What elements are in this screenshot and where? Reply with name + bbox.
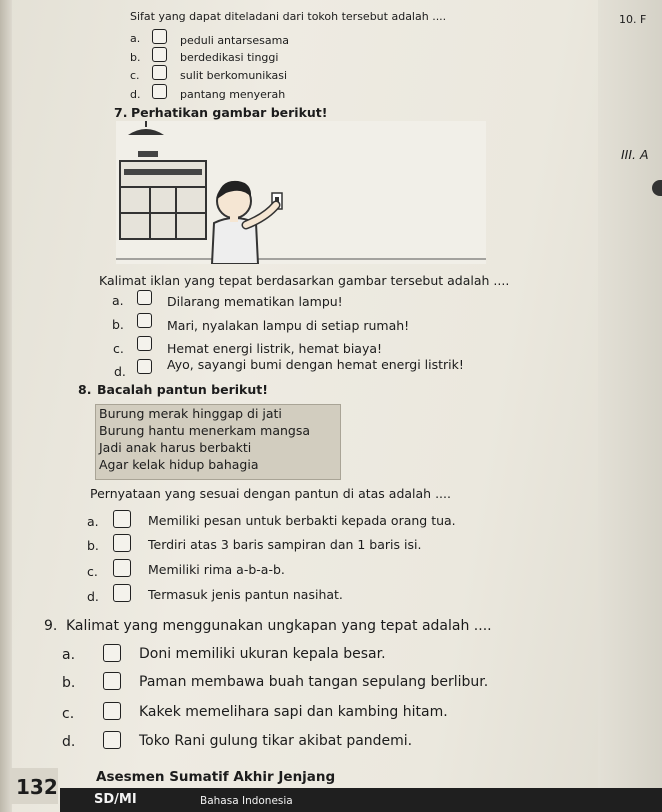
pantun-line-4: Agar kelak hidup bahagia [99, 457, 259, 472]
q7-option-d-letter: d. [114, 364, 126, 379]
section-marker-shape [652, 180, 662, 196]
q8-option-d-checkbox[interactable] [113, 584, 131, 602]
footer-bar [60, 788, 662, 812]
q7-illustration [116, 121, 486, 264]
footer-title: Asesmen Sumatif Akhir Jenjang [96, 769, 336, 785]
section-iii-partial: III. A [621, 147, 649, 162]
footer-subject: Bahasa Indonesia [200, 795, 293, 807]
page-number: 132 [16, 775, 58, 799]
q8-option-a-text: Memiliki pesan untuk berbakti kepada orang tua. [148, 513, 456, 528]
q7-number: 7. [114, 105, 128, 120]
q7-option-d-checkbox[interactable] [137, 359, 152, 374]
q8-option-d-letter: d. [87, 589, 99, 604]
q7-stem: Perhatikan gambar berikut! [131, 105, 328, 120]
q9-option-a-letter: a. [62, 647, 76, 663]
q7-option-d-text: Ayo, sayangi bumi dengan hemat energi listrik! [167, 357, 464, 372]
q9-number: 9. [44, 618, 58, 634]
q7-option-c-checkbox[interactable] [137, 336, 152, 351]
q8-question: Pernyataan yang sesuai dengan pantun di atas adalah .... [90, 486, 451, 501]
q6-option-b-letter: b. [130, 51, 141, 64]
q9-option-b-checkbox[interactable] [103, 672, 121, 690]
pantun-line-2: Burung hantu menerkam mangsa [99, 423, 311, 438]
q8-option-a-letter: a. [87, 514, 99, 529]
q9-option-d-text: Toko Rani gulung tikar akibat pandemi. [139, 733, 413, 749]
q7-option-a-checkbox[interactable] [137, 290, 152, 305]
q8-option-c-checkbox[interactable] [113, 559, 131, 577]
boy-switching-light-illustration [116, 121, 486, 264]
q7-option-a-text: Dilarang mematikan lampu! [167, 294, 343, 309]
q9-option-a-text: Doni memiliki ukuran kepala besar. [139, 646, 386, 662]
q9-option-a-checkbox[interactable] [103, 644, 121, 662]
q8-option-d-text: Termasuk jenis pantun nasihat. [148, 587, 343, 602]
q9-option-d-letter: d. [62, 734, 76, 750]
q8-number: 8. [78, 382, 92, 397]
q7-question: Kalimat iklan yang tepat berdasarkan gambar tersebut adalah .... [99, 273, 510, 288]
q9-option-d-checkbox[interactable] [103, 731, 121, 749]
book-spine-shadow [0, 0, 12, 812]
q8-stem: Bacalah pantun berikut! [97, 382, 268, 397]
q6-option-d-text: pantang menyerah [180, 88, 286, 101]
q9-option-c-checkbox[interactable] [103, 702, 121, 720]
q7-option-c-text: Hemat energi listrik, hemat biaya! [167, 341, 383, 356]
q6-option-b-checkbox[interactable] [152, 47, 167, 62]
pantun-line-3: Jadi anak harus berbakti [99, 440, 252, 455]
q10-partial: 10. F [619, 13, 647, 26]
q8-option-c-text: Memiliki rima a-b-a-b. [148, 562, 285, 577]
q6-option-b-text: berdedikasi tinggi [180, 51, 279, 64]
pantun-box [95, 404, 341, 480]
next-column-edge [598, 0, 662, 812]
q6-stem: Sifat yang dapat diteladani dari tokoh tersebut adalah .... [130, 10, 447, 23]
q8-option-c-letter: c. [87, 564, 98, 579]
q9-option-b-letter: b. [62, 675, 76, 691]
q6-option-c-text: sulit berkomunikasi [180, 69, 288, 82]
q6-option-a-letter: a. [130, 32, 141, 45]
q8-option-b-text: Terdiri atas 3 baris sampiran dan 1 baris isi. [148, 537, 422, 552]
q7-option-b-checkbox[interactable] [137, 313, 152, 328]
q6-option-a-text: peduli antarsesama [180, 34, 290, 47]
q7-option-b-letter: b. [112, 317, 124, 332]
q6-option-c-checkbox[interactable] [152, 65, 167, 80]
q6-option-a-checkbox[interactable] [152, 29, 167, 44]
footer-level: SD/MI [94, 792, 137, 807]
q9-option-b-text: Paman membawa buah tangan sepulang berlibur. [139, 674, 489, 690]
q9-option-c-letter: c. [62, 706, 75, 722]
q6-option-c-letter: c. [130, 69, 140, 82]
q9-stem: Kalimat yang menggunakan ungkapan yang tepat adalah .... [66, 618, 492, 634]
q7-option-c-letter: c. [113, 341, 124, 356]
q7-option-a-letter: a. [112, 293, 124, 308]
q7-option-b-text: Mari, nyalakan lampu di setiap rumah! [167, 318, 410, 333]
q6-option-d-letter: d. [130, 88, 141, 101]
q8-option-b-checkbox[interactable] [113, 534, 131, 552]
q8-option-b-letter: b. [87, 538, 99, 553]
q8-option-a-checkbox[interactable] [113, 510, 131, 528]
pantun-line-1: Burung merak hinggap di jati [99, 406, 282, 421]
q6-option-d-checkbox[interactable] [152, 84, 167, 99]
q9-option-c-text: Kakek memelihara sapi dan kambing hitam. [139, 704, 448, 720]
